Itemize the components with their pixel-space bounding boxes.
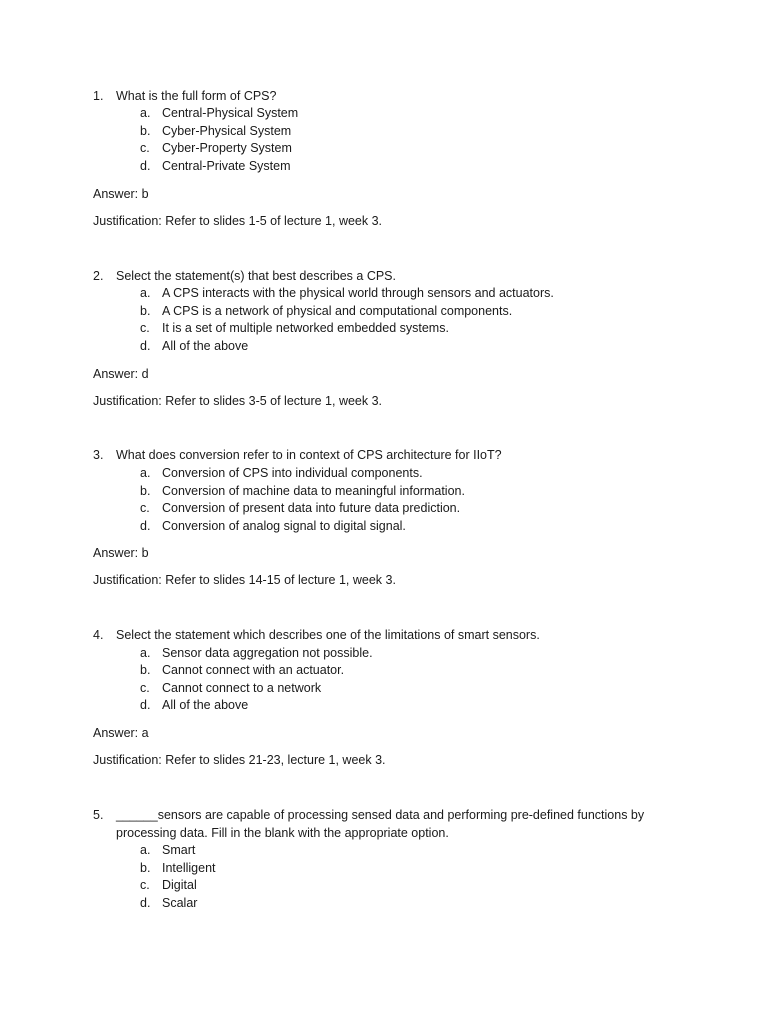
question-text-continued: processing data. Fill in the blank with the appropriate option. (116, 826, 449, 840)
option-letter: b. (140, 124, 151, 138)
option-text: Cannot connect to a network (162, 681, 322, 695)
answer-text: Answer: a (93, 726, 149, 740)
option-text: Smart (162, 843, 196, 857)
option-letter: d. (140, 339, 151, 353)
option-text: Scalar (162, 896, 198, 910)
justification-text: Justification: Refer to slides 1-5 of lecture 1, week 3. (93, 214, 383, 228)
option-letter: a. (140, 106, 151, 120)
option-letter: c. (140, 321, 150, 335)
option-letter: d. (140, 159, 151, 173)
option-text: Central-Physical System (162, 106, 299, 120)
option-text: A CPS interacts with the physical world through sensors and actuators. (162, 286, 554, 300)
justification-text: Justification: Refer to slides 21-23, lecture 1, week 3. (93, 753, 386, 767)
option-letter: a. (140, 466, 151, 480)
option-letter: a. (140, 286, 151, 300)
question-number: 4. (93, 628, 104, 642)
option-text: Conversion of analog signal to digital signal. (162, 519, 406, 533)
question-number: 5. (93, 808, 104, 822)
option-letter: d. (140, 519, 151, 533)
question-text: Select the statement(s) that best describes a CPS. (116, 269, 396, 283)
question-text: Select the statement which describes one of the limitations of smart sensors. (116, 628, 540, 642)
option-text: Intelligent (162, 861, 216, 875)
option-letter: b. (140, 663, 151, 677)
option-text: Cannot connect with an actuator. (162, 663, 345, 677)
question-text: ______sensors are capable of processing sensed data and performing pre-defined functions by (116, 808, 645, 822)
option-text: Cyber-Physical System (162, 124, 292, 138)
question-number: 3. (93, 448, 104, 462)
option-text: Conversion of present data into future data prediction. (162, 501, 461, 515)
option-letter: a. (140, 646, 151, 660)
option-letter: b. (140, 484, 151, 498)
option-text: Digital (162, 878, 197, 892)
question-text: What does conversion refer to in context of CPS architecture for IIoT? (116, 448, 502, 462)
answer-text: Answer: b (93, 187, 149, 201)
option-text: All of the above (162, 339, 249, 353)
option-text: All of the above (162, 698, 249, 712)
answer-text: Answer: d (93, 367, 149, 381)
option-text: A CPS is a network of physical and computational components. (162, 304, 513, 318)
answer-text: Answer: b (93, 546, 149, 560)
justification-text: Justification: Refer to slides 14-15 of lecture 1, week 3. (93, 573, 396, 587)
option-text: It is a set of multiple networked embedded systems. (162, 321, 449, 335)
option-letter: c. (140, 141, 150, 155)
option-text: Conversion of machine data to meaningful information. (162, 484, 465, 498)
option-letter: a. (140, 843, 151, 857)
option-letter: b. (140, 304, 151, 318)
option-text: Conversion of CPS into individual components. (162, 466, 423, 480)
justification-text: Justification: Refer to slides 3-5 of lecture 1, week 3. (93, 394, 383, 408)
option-text: Central-Private System (162, 159, 291, 173)
option-text: Cyber-Property System (162, 141, 292, 155)
option-letter: b. (140, 861, 151, 875)
option-letter: c. (140, 878, 150, 892)
option-letter: c. (140, 681, 150, 695)
question-number: 1. (93, 89, 104, 103)
option-text: Sensor data aggregation not possible. (162, 646, 373, 660)
question-text: What is the full form of CPS? (116, 89, 277, 103)
option-letter: d. (140, 698, 151, 712)
option-letter: d. (140, 896, 151, 910)
question-number: 2. (93, 269, 104, 283)
option-letter: c. (140, 501, 150, 515)
